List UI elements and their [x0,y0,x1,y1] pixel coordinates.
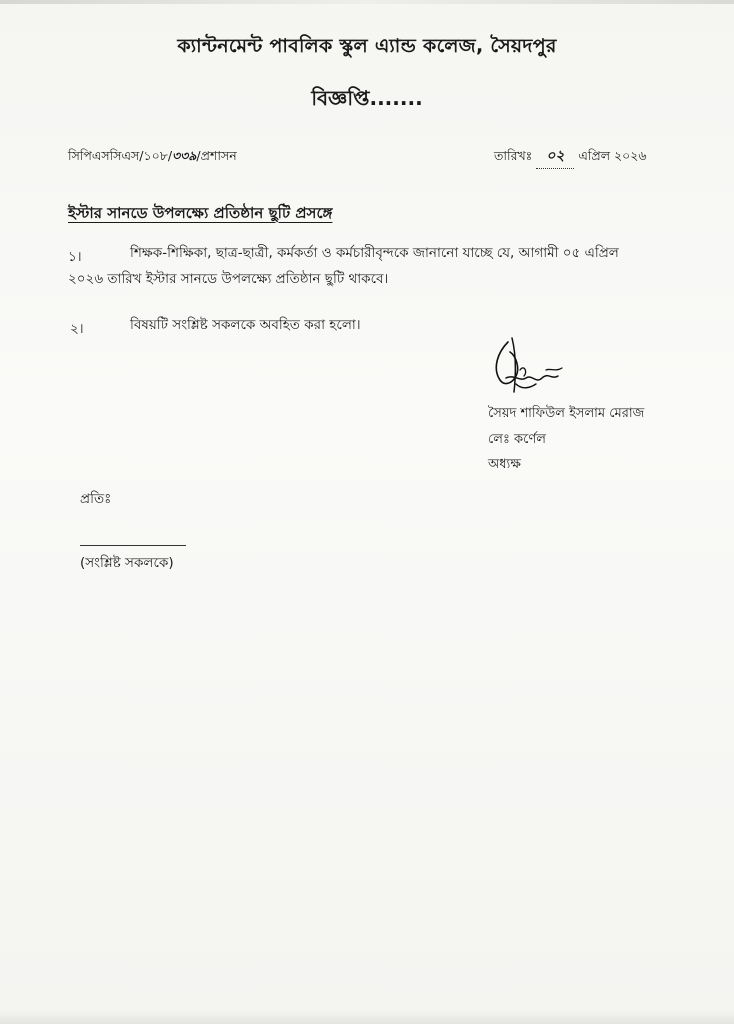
memo-number-suffix: /প্রশাসন [196,148,237,163]
memo-number-prefix: সিপিএসসিএস/১০৮/ [68,148,173,163]
signatory-name: সৈয়দ শাফিউল ইসলাম মেরাজ [488,406,645,421]
handwritten-signature [486,334,576,404]
paragraph-number: ১। [68,249,82,265]
paragraph-line: ২০২৬ তারিখ ইস্টার সানডে উপলক্ষ্যে প্রতিষ্ঠান ছুটি থাকবে। [68,271,389,287]
paragraph-number: ২। [70,321,84,337]
date-line [494,144,647,169]
page-top-edge [0,0,734,4]
copy-recipients: (সংশ্লিষ্ট সকলকে) [80,555,174,571]
copy-to-label: প্রতিঃ [80,491,112,507]
subject-line: ইস্টার সানডে উপলক্ষ্যে প্রতিষ্ঠান ছুটি প্রসঙ্গে [68,204,333,222]
memo-number [68,148,237,168]
date-month-year: এপ্রিল ২০২৬ [578,148,647,163]
notice-title: বিজ্ঞপ্তি....... [311,86,423,110]
memo-number-handwritten: ৩৩৯ [172,148,197,163]
school-name-heading: ক্যান্টনমেন্ট পাবলিক স্কুল এ্যান্ড কলেজ, সৈয়দপুর [177,35,557,57]
copy-divider-line [80,545,186,546]
page-bottom-edge [0,1010,734,1024]
signatory-designation: অধ্যক্ষ [488,457,521,472]
paragraph-line: বিষয়টি সংশ্লিষ্ট সকলকে অবহিত করা হলো। [130,317,361,333]
date-day-handwritten: ০২ [536,144,574,169]
date-label: তারিখঃ [494,148,533,163]
paragraph-line: শিক্ষক-শিক্ষিকা, ছাত্র-ছাত্রী, কর্মকর্তা ও কর্মচারীবৃন্দকে জানানো যাচ্ছে যে, আগামী ০৫ এপ্রিল [130,245,619,261]
signatory-rank: লেঃ কর্ণেল [488,432,546,447]
